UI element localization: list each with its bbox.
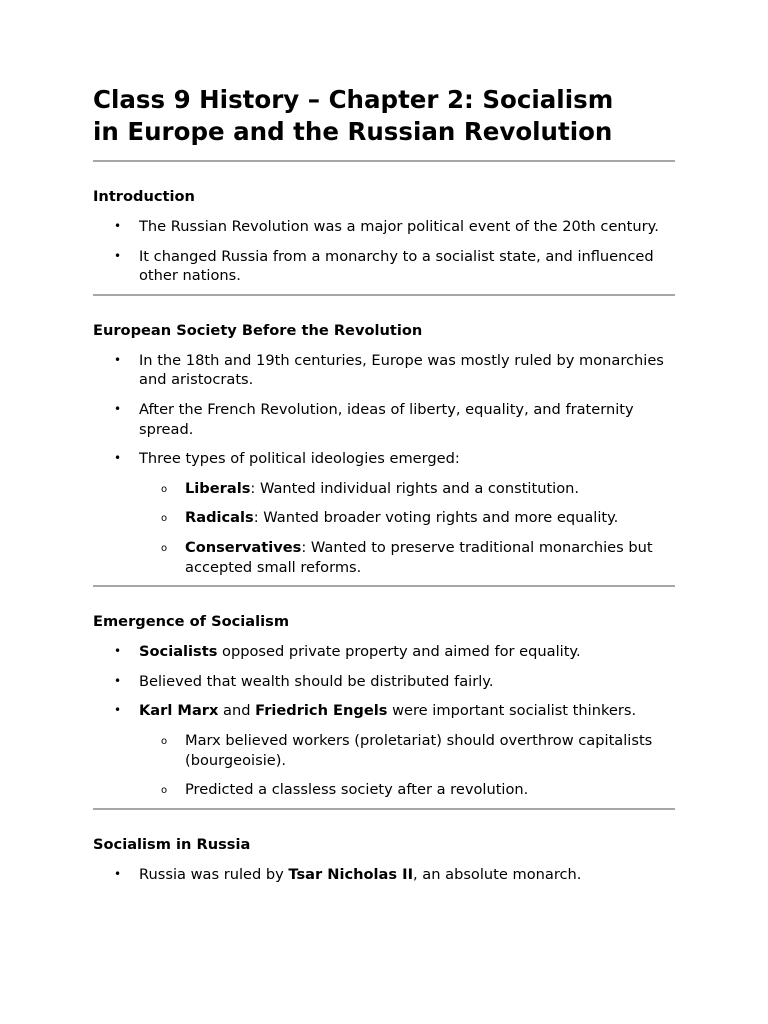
section-heading: European Society Before the Revolution [93, 321, 423, 339]
term-label: Liberals [185, 479, 251, 497]
bullet-marker: • [114, 352, 122, 367]
section-heading: Emergence of Socialism [93, 613, 290, 631]
bullet-list [93, 217, 675, 286]
section-socialism-in-russia [93, 810, 675, 893]
list-item-text: Three types of political ideologies emerged: [139, 450, 460, 468]
sub-bullet-list [139, 731, 675, 800]
bullet-list [93, 865, 675, 885]
list-item-text: The Russian Revolution was a major political event of the 20th century. [139, 218, 659, 235]
sub-bullet-marker: o [161, 513, 168, 525]
list-item [93, 217, 675, 237]
sub-bullet-marker: o [161, 785, 168, 797]
list-item-text: and [218, 702, 256, 720]
document-page [93, 84, 675, 892]
list-item [93, 672, 675, 692]
bullet-marker: • [114, 401, 122, 416]
section-heading: Socialism in Russia [93, 835, 251, 853]
bullet-marker: • [114, 451, 122, 466]
bullet-marker: • [114, 866, 122, 881]
title-line-1: Class 9 History – Chapter 2: Socialism [93, 85, 614, 114]
list-item [93, 351, 675, 390]
sub-list-item-text: Marx believed workers (proletariat) should overthrow capitalists (bourgeoisie). [185, 731, 653, 769]
list-item [93, 247, 675, 286]
person-name: Friedrich Engels [255, 702, 388, 720]
list-item [93, 642, 675, 662]
section-european-society [93, 296, 675, 585]
term-description: : Wanted individual rights and a constitution. [250, 479, 580, 497]
sub-list-item [139, 508, 675, 528]
term-label: Socialists [139, 643, 218, 661]
sub-list-item [139, 731, 675, 770]
bullet-marker: • [114, 703, 122, 718]
sub-bullet-marker: o [161, 483, 168, 495]
list-item-text: Believed that wealth should be distributed fairly. [139, 672, 494, 690]
bullet-list [93, 642, 675, 800]
sub-bullet-marker: o [161, 542, 168, 554]
section-emergence-of-socialism [93, 587, 675, 808]
list-item-text: , an absolute monarch. [413, 865, 582, 883]
sub-list-item [139, 780, 675, 800]
sub-bullet-marker: o [161, 735, 168, 747]
section-heading: Introduction [93, 188, 195, 205]
list-item-text: In the 18th and 19th centuries, Europe was mostly ruled by monarchies and aristocrats. [139, 351, 664, 389]
list-item [93, 400, 675, 439]
list-item-text: Russia was ruled by [139, 865, 289, 883]
list-item-text: After the French Revolution, ideas of liberty, equality, and fraternity spread. [139, 400, 634, 438]
term-label: Radicals [185, 509, 254, 527]
term-description: : Wanted to preserve traditional monarchies but accepted small reforms. [185, 538, 653, 576]
title-line-2: in Europe and the Russian Revolution [93, 117, 613, 146]
list-item [93, 449, 675, 577]
page-title [93, 84, 675, 148]
section-introduction [93, 162, 675, 294]
bullet-marker: • [114, 219, 122, 233]
bullet-marker: • [114, 644, 122, 659]
list-item-text: were important socialist thinkers. [387, 702, 637, 720]
bullet-list [93, 351, 675, 577]
person-name: Karl Marx [139, 702, 219, 720]
term-label: Conservatives [185, 538, 302, 556]
list-item [93, 865, 675, 885]
bullet-marker: • [114, 248, 122, 263]
list-item-text: It changed Russia from a monarchy to a socialist state, and influenced other nations. [139, 247, 654, 285]
list-item-text: opposed private property and aimed for equality. [217, 643, 581, 661]
sub-bullet-list [139, 479, 675, 577]
sub-list-item [139, 479, 675, 499]
sub-list-item [139, 538, 675, 577]
person-name: Tsar Nicholas II [288, 865, 414, 883]
term-description: : Wanted broader voting rights and more equality. [253, 509, 619, 527]
bullet-marker: • [114, 673, 122, 688]
sub-list-item-text: Predicted a classless society after a revolution. [185, 781, 529, 799]
list-item [93, 701, 675, 799]
